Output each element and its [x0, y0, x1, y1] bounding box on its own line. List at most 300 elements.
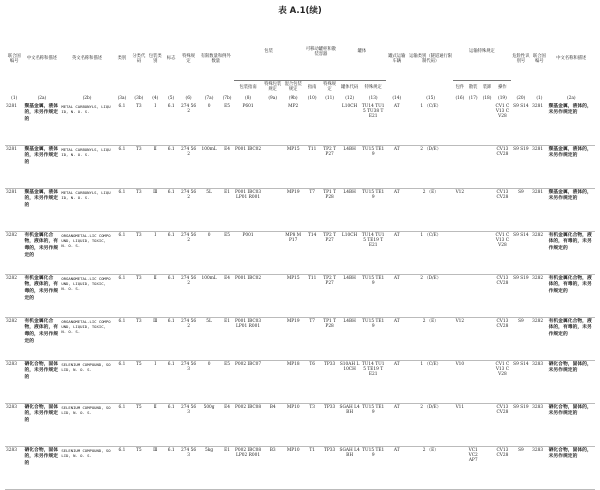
cell-en-name: ORGANOMETAL-LIC COMPOUND, LIQUID, TOXIC, N. O. S. [60, 231, 113, 274]
cell-class: 6.1 [114, 446, 130, 489]
cell-special-packing [262, 145, 283, 188]
cell-mixed-packing: MP10 [283, 403, 304, 446]
cell-mixed-packing: MP10 [283, 446, 304, 489]
cell-transport-category: 1 （C/E） [408, 231, 453, 274]
cell-packing-group: Ⅲ [148, 317, 163, 360]
cell-portable-tank-instructions: T3 [303, 403, 320, 446]
cell-class-code: T5 [130, 360, 147, 403]
cell-portable-tank-special [321, 103, 338, 146]
column-code: (3b) [134, 95, 144, 101]
cell-un-no-2: 3281 [531, 145, 547, 188]
column-code: (8) [245, 95, 252, 101]
cell-cn-name: 硒化合物，固体的，未另作规定的 [23, 446, 60, 489]
cell-special-packing [262, 360, 283, 403]
cell-loading-provision [480, 103, 494, 146]
cell-packing-group: Ⅰ [148, 360, 163, 403]
cell-loading-provision [480, 317, 494, 360]
header-packing-instructions: 包装指南 [239, 84, 257, 90]
cell-cn-name: 羰基金属，液体的，未另作规定的 [23, 145, 60, 188]
cell-cn-name-2: 硒化合物，固体的，未另作规定的 [548, 446, 595, 489]
cell-tank-special: TU15 TE19 [361, 446, 386, 489]
cell-special-provisions: 274 562 [179, 274, 197, 317]
cell-cn-name-2: 有机金属化合物，液体的，有毒的，未另作规定的 [548, 317, 595, 360]
column-code: (20) [516, 95, 526, 101]
cell-special-provisions: 274 563 [179, 360, 197, 403]
table-row [5, 231, 595, 274]
header-mixed-packing: 混合包装规定 [284, 82, 302, 93]
cell-special-provisions: 274 562 [179, 145, 197, 188]
cell-packages-provision [453, 145, 466, 188]
cell-class-code: T5 [130, 446, 147, 489]
cell-mixed-packing: MP2 [283, 103, 304, 146]
header-cn-name: 中文名称和描述 [26, 56, 57, 62]
header-tank-special: 特殊规定 [364, 84, 382, 90]
cell-excepted-quantity: E4 [220, 145, 233, 188]
cell-bulk-provision [467, 274, 480, 317]
cell-tank-special: TU15 TE19 [361, 403, 386, 446]
cell-hazard-id: S9 [511, 317, 532, 360]
column-code: (7a) [204, 95, 214, 101]
cell-loading-provision [480, 274, 494, 317]
cell-tank-code: S10AH L10CH [338, 360, 361, 403]
cell-transport-category: 2 （E） [408, 317, 453, 360]
cell-tank-code: L4BH [338, 317, 361, 360]
header-operation: 操作 [498, 84, 507, 90]
cell-packages-provision [453, 231, 466, 274]
cell-tank-special: TU15 TE19 [361, 188, 386, 231]
cell-operation-provision: CV13 CV28 [494, 188, 510, 231]
cell-cn-name: 有机金属化合物，液体的，有毒的，未另作规定的 [23, 274, 60, 317]
cell-label: 6.1 [163, 360, 179, 403]
header-special-provisions: 特殊规定 [182, 53, 196, 64]
cell-vehicle: AT [386, 188, 409, 231]
cell-portable-tank-special: TP33 [321, 360, 338, 403]
header-un-no-2: 联合国编号 [532, 53, 546, 64]
cell-transport-category: 2 （D/E） [408, 145, 453, 188]
column-code: (1) [536, 95, 543, 101]
cell-cn-name: 有机金属化合物，液体的，有毒的，未另作规定的 [23, 317, 60, 360]
cell-operation-provision: CV1 CV13 CV28 [494, 231, 510, 274]
cell-vehicle: AT [386, 403, 409, 446]
header-limited-excepted: 有限数量和例外数量 [200, 53, 231, 64]
cell-operation-provision: CV13 CV28 [494, 274, 510, 317]
cell-mixed-packing: MP19 [283, 317, 304, 360]
cell-transport-category: 2 （D/E） [408, 274, 453, 317]
cell-class-code: T3 [130, 103, 147, 146]
cell-vehicle: AT [386, 103, 409, 146]
column-code-row [5, 94, 595, 103]
cell-un-no-2: 3281 [531, 103, 547, 146]
table-row [5, 360, 595, 403]
column-code: (11) [325, 95, 335, 101]
cell-operation-provision: CV13 CV28 [494, 317, 510, 360]
cell-un-no: 3281 [5, 103, 23, 146]
cell-portable-tank-special: TP2 TP27 [321, 231, 338, 274]
cell-vehicle: AT [386, 231, 409, 274]
cell-un-no: 3283 [5, 360, 23, 403]
cell-un-no-2: 3283 [531, 403, 547, 446]
cell-packing-group: Ⅱ [148, 274, 163, 317]
cell-hazard-id: S9 S14 [511, 360, 532, 403]
cell-excepted-quantity: E1 [220, 446, 233, 489]
cell-packing-instructions: P002 IBC08 [234, 403, 263, 446]
cell-portable-tank-instructions: T11 [303, 274, 320, 317]
cell-tank-special: TU14 TU15 TE19 TE21 [361, 231, 386, 274]
cell-en-name: METAL CARBONYLS, LIQUID, N. O. S. [60, 145, 113, 188]
cell-un-no: 3283 [5, 446, 23, 489]
table-row [5, 145, 595, 188]
cell-class-code: T3 [130, 231, 147, 274]
header-instructions: 指南 [307, 84, 317, 90]
cell-en-name: SELENIUM COMPOUND, SOLID, N. O. S. [60, 403, 113, 446]
header-hazard-id: 危险性识别号 [512, 53, 530, 64]
cell-bulk-provision [467, 231, 480, 274]
header-loading: 装卸 [482, 84, 492, 90]
cell-cn-name: 硒化合物，固体的，未另作规定的 [23, 403, 60, 446]
cell-limited-quantity: 5L [198, 188, 221, 231]
cell-packing-instructions: P002 IBC08 LP02 R001 [234, 446, 263, 489]
cell-class-code: T5 [130, 403, 147, 446]
cell-special-packing [262, 231, 283, 274]
column-code: (6) [185, 95, 192, 101]
cell-packing-instructions: P001 IBC03 LP01 R001 [234, 317, 263, 360]
cell-limited-quantity: 0 [198, 231, 221, 274]
column-code: (16) [455, 95, 465, 101]
cell-special-packing [262, 274, 283, 317]
cell-special-provisions: 274 563 [179, 446, 197, 489]
cell-excepted-quantity: E5 [220, 103, 233, 146]
cell-label: 6.1 [163, 446, 179, 489]
cell-special-packing [262, 103, 283, 146]
cell-loading-provision [480, 145, 494, 188]
column-code: (12) [345, 95, 355, 101]
cell-portable-tank-special: TP2 TP27 [321, 274, 338, 317]
cell-un-no-2: 3281 [531, 188, 547, 231]
cell-loading-provision [480, 360, 494, 403]
cell-packages-provision [453, 274, 466, 317]
cell-packing-instructions: P002 IBC07 [234, 360, 263, 403]
cell-cn-name-2: 羰基金属，液体的，未另作规定的 [548, 103, 595, 146]
cell-limited-quantity: 0 [198, 103, 221, 146]
cell-portable-tank-special: TP1 TP28 [321, 188, 338, 231]
cell-tank-code: L4BH [338, 188, 361, 231]
cell-loading-provision [480, 188, 494, 231]
cell-transport-category: 2 （E） [408, 446, 453, 489]
cell-limited-quantity: 0 [198, 360, 221, 403]
cell-label: 6.1 [163, 274, 179, 317]
cell-operation-provision: CV1 CV13 CV28 [494, 360, 510, 403]
cell-packages-provision: V10 [453, 360, 466, 403]
cell-en-name: METAL CARBONYLS, LIQUID, N. O. S. [60, 103, 113, 146]
cell-packages-provision [453, 103, 466, 146]
cell-limited-quantity: 100mL [198, 274, 221, 317]
header-un-no: 联合国编号 [7, 53, 21, 64]
cell-packing-group: Ⅱ [148, 145, 163, 188]
cell-class-code: T3 [130, 145, 147, 188]
cell-tank-special: TU15 TE19 [361, 274, 386, 317]
cell-special-provisions: 274 563 [179, 403, 197, 446]
column-code: (2a) [566, 95, 576, 101]
cell-en-name: SELENIUM COMPOUND, SOLID, N. O. S. [60, 446, 113, 489]
cell-class-code: T3 [130, 317, 147, 360]
header-class-code: 分类代码 [132, 53, 146, 64]
cell-portable-tank-instructions: T1 [303, 446, 320, 489]
cell-cn-name-2: 羰基金属，液体的，未另作规定的 [548, 145, 595, 188]
cell-en-name: ORGANOMETAL-LIC COMPOUND, LIQUID, TOXIC, N. O. S. [60, 274, 113, 317]
cell-cn-name-2: 硒化合物，固体的，未另作规定的 [548, 403, 595, 446]
cell-packing-instructions: P001 IBC02 [234, 145, 263, 188]
cell-tank-special: TU15 TE19 [361, 317, 386, 360]
column-code: (5) [168, 95, 175, 101]
table-row [5, 103, 595, 146]
cell-mixed-packing: MP8 MP17 [283, 231, 304, 274]
column-code: (13) [368, 95, 378, 101]
cell-packages-provision: V11 [453, 403, 466, 446]
column-code: (7b) [222, 95, 232, 101]
cell-class-code: T3 [130, 188, 147, 231]
column-code: (9b) [288, 95, 298, 101]
column-code: (18) [482, 95, 492, 101]
cell-tank-code: L4BH [338, 274, 361, 317]
cell-cn-name: 羰基金属，液体的，未另作规定的 [23, 188, 60, 231]
cell-limited-quantity: 100mL [198, 145, 221, 188]
cell-bulk-provision [467, 360, 480, 403]
header-en-name: 英文名称和描述 [72, 56, 103, 62]
header-transport-category: 运输类别（隧道通行限制代码） [409, 53, 453, 64]
cell-excepted-quantity: E1 [220, 317, 233, 360]
cell-tank-code: SGAH L4BH [338, 446, 361, 489]
cell-portable-tank-instructions: T7 [303, 188, 320, 231]
cell-label: 6.1 [163, 145, 179, 188]
cell-portable-tank-instructions: T14 [303, 231, 320, 274]
cell-hazard-id: S9 [511, 446, 532, 489]
cell-class: 6.1 [114, 188, 130, 231]
column-code: (2a) [37, 95, 47, 101]
cell-transport-category: 1 （C/E） [408, 360, 453, 403]
cell-vehicle: AT [386, 274, 409, 317]
cell-operation-provision: CV13 CV28 [494, 403, 510, 446]
cell-class: 6.1 [114, 145, 130, 188]
cell-tank-code: L4BH [338, 145, 361, 188]
page-title: 表 A.1(续) [278, 6, 322, 16]
cell-special-packing [262, 317, 283, 360]
header-special-provisions-short: 特殊规定 [323, 82, 337, 93]
header-tank-code: 罐体代码 [341, 84, 359, 90]
cell-limited-quantity: 5kg [198, 446, 221, 489]
cell-class: 6.1 [114, 360, 130, 403]
header-packaging-group: 包装 [234, 24, 304, 81]
cell-un-no: 3281 [5, 145, 23, 188]
cell-bulk-provision [467, 188, 480, 231]
column-code: (14) [392, 95, 402, 101]
cell-en-name: SELENIUM COMPOUND, SOLID, N. O. S. [60, 360, 113, 403]
cell-cn-name: 羰基金属，液体的，未另作规定的 [23, 103, 60, 146]
cell-excepted-quantity: E5 [220, 231, 233, 274]
cell-loading-provision [480, 231, 494, 274]
cell-un-no: 3282 [5, 274, 23, 317]
cell-packages-provision [453, 446, 466, 489]
cell-operation-provision: CV1 CV13 CV28 [494, 103, 510, 146]
cell-portable-tank-instructions [303, 103, 320, 146]
cell-un-no-2: 3282 [531, 231, 547, 274]
cell-packing-instructions: P001 IBC02 [234, 274, 263, 317]
cell-cn-name-2: 硒化合物，固体的，未另作规定的 [548, 360, 595, 403]
cell-operation-provision: CV13 CV28 [494, 446, 510, 489]
cell-transport-category: 2 （D/E） [408, 403, 453, 446]
cell-excepted-quantity: E4 [220, 274, 233, 317]
header-special-packing: 特殊包装规定 [264, 82, 282, 93]
cell-vehicle: AT [386, 360, 409, 403]
cell-hazard-id: S9 S14 [511, 103, 532, 146]
cell-en-name: METAL CARBONYLS, LIQUID, N. O. S. [60, 188, 113, 231]
cell-portable-tank-instructions: T7 [303, 317, 320, 360]
cell-bulk-provision [467, 403, 480, 446]
column-code: (4) [152, 95, 159, 101]
cell-un-no: 3281 [5, 188, 23, 231]
cell-transport-category: 2 （E） [408, 188, 453, 231]
cell-vehicle: AT [386, 317, 409, 360]
cell-un-no: 3283 [5, 403, 23, 446]
cell-hazard-id: S9 [511, 188, 532, 231]
table-row [5, 403, 595, 446]
cell-mixed-packing: MP18 [283, 360, 304, 403]
cell-bulk-provision [467, 145, 480, 188]
cell-label: 6.1 [163, 103, 179, 146]
cell-cn-name-2: 有机金属化合物，液体的，有毒的，未另作规定的 [548, 231, 595, 274]
cell-class-code: T3 [130, 274, 147, 317]
cell-packing-group: Ⅲ [148, 188, 163, 231]
header-vehicle: 罐式运输车辆 [388, 53, 406, 64]
cell-special-provisions: 274 562 [179, 103, 197, 146]
cell-un-no: 3282 [5, 317, 23, 360]
cell-cn-name: 硒化合物，固体的，未另作规定的 [23, 360, 60, 403]
cell-packing-group: Ⅲ [148, 446, 163, 489]
cell-bulk-provision: VC1 VC2 AP7 [467, 446, 480, 489]
cell-limited-quantity: 500g [198, 403, 221, 446]
cell-class: 6.1 [114, 231, 130, 274]
cell-class: 6.1 [114, 317, 130, 360]
cell-special-provisions: 274 562 [179, 317, 197, 360]
cell-vehicle: AT [386, 145, 409, 188]
cell-un-no: 3282 [5, 231, 23, 274]
cell-special-packing: B4 [262, 403, 283, 446]
cell-packages-provision: V12 [453, 188, 466, 231]
cell-special-provisions: 274 562 [179, 188, 197, 231]
header-packing-group: 包装类别 [148, 53, 162, 64]
header-special-transport: 运输特殊规定 [453, 24, 510, 81]
cell-cn-name: 有机金属化合物，液体的，有毒的，未另作规定的 [23, 231, 60, 274]
cell-tank-code: L10CH [338, 231, 361, 274]
header-portable-tanks: 可移动罐柜和散装容器 [303, 24, 338, 81]
cell-hazard-id: S9 S19 [511, 145, 532, 188]
cell-bulk-provision [467, 103, 480, 146]
cell-operation-provision: CV13 CV28 [494, 145, 510, 188]
table-header-row [5, 24, 595, 81]
cell-tank-special: TU14 TU15 TE19 TE21 [361, 360, 386, 403]
cell-mixed-packing: MP15 [283, 145, 304, 188]
cell-loading-provision [480, 446, 494, 489]
cell-class: 6.1 [114, 103, 130, 146]
cell-excepted-quantity: E1 [220, 188, 233, 231]
cell-packing-instructions: P601 [234, 103, 263, 146]
cell-en-name: ORGANOMETAL-LIC COMPOUND, LIQUID, TOXIC, N. O. S. [60, 317, 113, 360]
column-code: (17) [468, 95, 478, 101]
cell-portable-tank-special: TP33 [321, 446, 338, 489]
cell-tank-special: TU15 TE19 [361, 145, 386, 188]
cell-transport-category: 1 （C/E） [408, 103, 453, 146]
cell-tank-special: TU14 TU15 TU38 TE21 [361, 103, 386, 146]
column-code: (2b) [82, 95, 92, 101]
header-packages: 包件 [455, 84, 465, 90]
cell-mixed-packing: MP19 [283, 188, 304, 231]
cell-excepted-quantity: E4 [220, 403, 233, 446]
cell-label: 6.1 [163, 403, 179, 446]
cell-bulk-provision [467, 317, 480, 360]
table-row [5, 446, 595, 489]
cell-packing-instructions: P001 IBC03 LP01 R001 [234, 188, 263, 231]
header-class: 类别 [117, 56, 127, 62]
cell-hazard-id: S9 S19 [511, 403, 532, 446]
header-labels: 标志 [166, 56, 176, 62]
cell-hazard-id: S9 S14 [511, 231, 532, 274]
cell-excepted-quantity: E5 [220, 360, 233, 403]
cell-portable-tank-special: TP33 [321, 403, 338, 446]
cell-un-no-2: 3283 [531, 360, 547, 403]
table-row [5, 188, 595, 231]
cell-vehicle: AT [386, 446, 409, 489]
cell-label: 6.1 [163, 188, 179, 231]
cell-tank-code: SGAH L4BH [338, 403, 361, 446]
cell-un-no-2: 3282 [531, 317, 547, 360]
cell-limited-quantity: 5L [198, 317, 221, 360]
cell-un-no-2: 3282 [531, 274, 547, 317]
cell-class: 6.1 [114, 274, 130, 317]
cell-tank-code: L10CH [338, 103, 361, 146]
cell-cn-name-2: 有机金属化合物，液体的，有毒的，未另作规定的 [548, 274, 595, 317]
cell-cn-name-2: 羰基金属，液体的，未另作规定的 [548, 188, 595, 231]
cell-packing-group: Ⅰ [148, 103, 163, 146]
cell-label: 6.1 [163, 317, 179, 360]
table-row [5, 274, 595, 317]
cell-loading-provision [480, 403, 494, 446]
cell-special-packing: B3 [262, 446, 283, 489]
column-code: (1) [11, 95, 18, 101]
cell-portable-tank-instructions: T6 [303, 360, 320, 403]
cell-packing-group: Ⅰ [148, 231, 163, 274]
cell-special-provisions: 274 562 [179, 231, 197, 274]
column-code: (19) [498, 95, 507, 101]
cell-packing-instructions: P001 [234, 231, 263, 274]
header-cn-name-2: 中文名称和描述 [556, 56, 587, 62]
header-bulk: 散装 [468, 84, 478, 90]
cell-mixed-packing: MP15 [283, 274, 304, 317]
cell-portable-tank-special: TP2 TP27 [321, 145, 338, 188]
column-code: (10) [307, 95, 317, 101]
cell-packages-provision: V12 [453, 317, 466, 360]
table-body [5, 103, 595, 490]
column-code: (15) [426, 95, 436, 101]
column-code: (9a) [268, 95, 277, 101]
cell-un-no-2: 3283 [531, 446, 547, 489]
table-row [5, 317, 595, 360]
cell-packing-group: Ⅱ [148, 403, 163, 446]
header-tank-group: 罐体 [338, 24, 385, 81]
dangerous-goods-table [5, 24, 595, 490]
cell-class: 6.1 [114, 403, 130, 446]
cell-hazard-id: S9 S19 [511, 274, 532, 317]
cell-portable-tank-special: TP1 TP28 [321, 317, 338, 360]
cell-special-packing [262, 188, 283, 231]
